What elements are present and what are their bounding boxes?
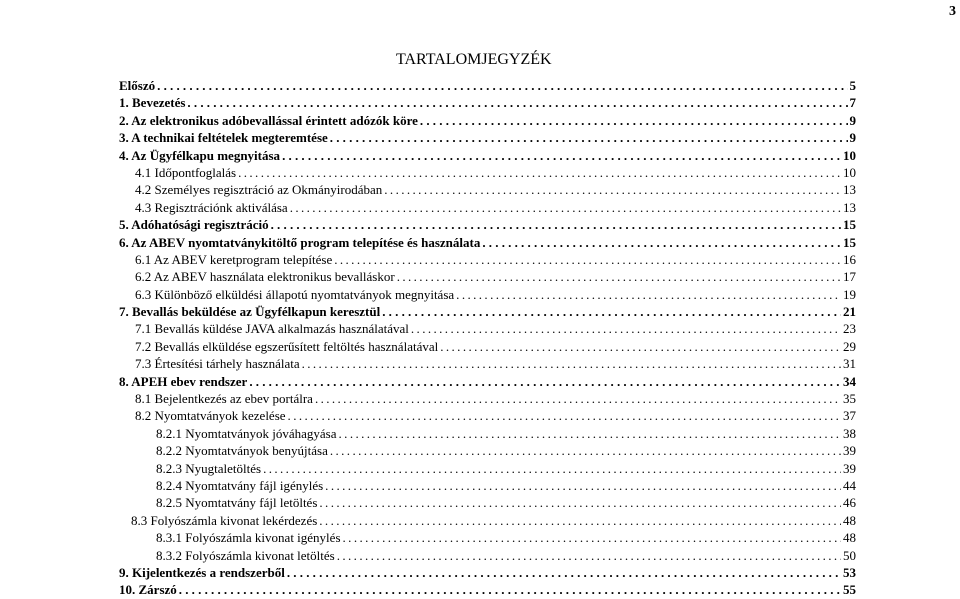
dot-leader (290, 199, 841, 216)
dot-leader (325, 477, 841, 494)
toc-entry-title: 7.3 Értesítési tárhely használata (135, 356, 300, 372)
toc-entry[interactable] (119, 460, 856, 477)
toc-entry-page: 39 (843, 443, 856, 459)
toc-entry-page: 9 (849, 112, 856, 128)
toc-entry-title: 7. Bevallás beküldése az Ügyfélkapun keresztül (119, 304, 381, 320)
toc-entry[interactable] (119, 129, 856, 146)
toc-entry-page: 29 (843, 338, 856, 354)
dot-leader (249, 373, 841, 390)
toc-entry-page: 46 (843, 495, 856, 511)
dot-leader (482, 234, 841, 251)
dot-leader (334, 251, 841, 268)
toc-entry-page: 15 (843, 234, 856, 250)
toc-entry-page: 38 (843, 425, 856, 441)
toc-entry[interactable] (119, 286, 856, 303)
toc-entry-title: 8.2.3 Nyugtaletöltés (156, 460, 262, 476)
toc-entry-title: 5. Adóhatósági regisztráció (119, 217, 269, 233)
toc-entry-page: 35 (843, 391, 856, 407)
toc-entry-title: 3. A technikai feltételek megteremtése (119, 130, 328, 146)
toc-entry[interactable] (119, 512, 856, 529)
dot-leader (271, 216, 841, 233)
dot-leader (337, 547, 841, 564)
toc-entry[interactable] (119, 112, 856, 129)
toc-entry-page: 50 (843, 547, 856, 563)
toc-entry[interactable] (119, 442, 856, 459)
toc-entry-page: 13 (843, 199, 856, 215)
toc-entry-title: 8.2.2 Nyomtatványok benyújtása (156, 443, 328, 459)
toc-entry-page: 15 (843, 217, 856, 233)
toc-entry-page: 21 (843, 304, 856, 320)
toc-entry-page: 16 (843, 251, 856, 267)
toc-entry[interactable] (119, 407, 856, 424)
toc-entry-title: 6. Az ABEV nyomtatványkitöltő program telepítése és használata (119, 234, 481, 250)
toc-entry[interactable] (119, 494, 856, 511)
toc-entry-title: 6.2 Az ABEV használata elektronikus bevalláskor (135, 269, 395, 285)
dot-leader (315, 390, 841, 407)
toc-entry-page: 19 (843, 286, 856, 302)
toc-entry[interactable] (119, 77, 856, 94)
toc-entry[interactable] (119, 338, 856, 355)
toc-entry-page: 34 (843, 373, 856, 389)
toc-entry-page: 17 (843, 269, 856, 285)
toc-entry-page: 10 (843, 164, 856, 180)
dot-leader (179, 581, 841, 598)
toc-entry-page: 53 (843, 564, 856, 580)
dot-leader (382, 303, 841, 320)
toc-entry-title: 8.3 Folyószámla kivonat lekérdezés (131, 512, 318, 528)
toc-entry[interactable] (119, 529, 856, 546)
dot-leader (456, 286, 841, 303)
table-of-contents (119, 77, 856, 599)
toc-entry[interactable] (119, 320, 856, 337)
toc-entry-page: 5 (849, 78, 856, 93)
toc-entry-title: 4.3 Regisztrációnk aktiválása (135, 199, 288, 215)
dot-leader (343, 529, 841, 546)
toc-entry-page: 23 (843, 321, 856, 337)
toc-entry[interactable] (119, 373, 856, 390)
toc-entry-title: 4. Az Ügyfélkapu megnyitása (119, 147, 281, 163)
toc-entry-title: 8.2.5 Nyomtatvány fájl letöltés (156, 495, 318, 511)
toc-entry[interactable] (119, 181, 856, 198)
toc-entry-title: 9. Kijelentkezés a rendszerből (119, 564, 285, 580)
toc-entry[interactable] (119, 581, 856, 598)
toc-entry-title: 8.3.1 Folyószámla kivonat igénylés (156, 530, 341, 546)
toc-entry-title: 7.1 Bevallás küldése JAVA alkalmazás használatával (135, 321, 409, 337)
toc-entry-title: 8.2 Nyomtatványok kezelése (135, 408, 286, 424)
toc-entry-page: 55 (843, 582, 856, 598)
dot-leader (187, 94, 847, 111)
toc-entry-title: 10. Zárszó (119, 582, 177, 598)
toc-entry[interactable] (119, 268, 856, 285)
toc-entry-title: 6.3 Különböző elküldési állapotú nyomtatványok megnyitása (135, 286, 455, 302)
dot-leader (420, 112, 848, 129)
toc-entry-page: 39 (843, 460, 856, 476)
dot-leader (330, 442, 841, 459)
dot-leader (302, 355, 841, 372)
dot-leader (339, 425, 841, 442)
toc-entry[interactable] (119, 164, 856, 181)
toc-entry-title: 6.1 Az ABEV keretprogram telepítése (135, 251, 333, 267)
dot-leader (282, 147, 841, 164)
toc-entry[interactable] (119, 251, 856, 268)
dot-leader (330, 129, 848, 146)
toc-entry-title: 2. Az elektronikus adóbevallással érintett adózók köre (119, 112, 418, 128)
toc-entry[interactable] (119, 564, 856, 581)
toc-entry[interactable] (119, 390, 856, 407)
toc-entry[interactable] (119, 477, 856, 494)
toc-entry[interactable] (119, 216, 856, 233)
toc-entry-page: 37 (843, 408, 856, 424)
dot-leader (440, 338, 841, 355)
dot-leader (384, 181, 841, 198)
toc-entry-title: 4.1 Időpontfoglalás (135, 164, 237, 180)
dot-leader (263, 460, 841, 477)
toc-entry-page: 7 (849, 95, 856, 111)
toc-entry-title: 1. Bevezetés (119, 95, 186, 111)
toc-entry-page: 10 (843, 147, 856, 163)
toc-entry-page: 44 (843, 477, 856, 493)
dot-leader (319, 494, 841, 511)
toc-entry[interactable] (119, 425, 856, 442)
toc-entry[interactable] (119, 234, 856, 251)
dot-leader (319, 512, 841, 529)
dot-leader (397, 268, 841, 285)
toc-entry[interactable] (119, 147, 856, 164)
page-number: 3 (949, 4, 956, 19)
toc-entry[interactable] (119, 199, 856, 216)
dot-leader (287, 564, 841, 581)
toc-entry[interactable] (119, 303, 856, 320)
toc-entry[interactable] (119, 94, 856, 111)
toc-entry-title: 7.2 Bevallás elküldése egszerűsített feltöltés használatával (135, 338, 439, 354)
toc-entry-title: Előszó (119, 78, 156, 93)
toc-title: TARTALOMJEGYZÉK (396, 51, 552, 68)
toc-entry-title: 8.2.4 Nyomtatvány fájl igénylés (156, 477, 324, 493)
toc-entry-title: 8.2.1 Nyomtatványok jóváhagyása (156, 425, 337, 441)
toc-entry-page: 13 (843, 182, 856, 198)
toc-entry-title: 8.1 Bejelentkezés az ebev portálra (135, 391, 313, 407)
toc-entry-page: 31 (843, 356, 856, 372)
dot-leader (157, 77, 847, 94)
toc-entry[interactable] (119, 547, 856, 564)
toc-entry-title: 4.2 Személyes regisztráció az Okmányirodában (135, 182, 383, 198)
toc-entry-page: 48 (843, 512, 856, 528)
toc-entry-page: 48 (843, 530, 856, 546)
toc-entry[interactable] (119, 355, 856, 372)
toc-entry-title: 8.3.2 Folyószámla kivonat letöltés (156, 547, 335, 563)
dot-leader (238, 164, 841, 181)
dot-leader (288, 407, 841, 424)
toc-entry-page: 9 (849, 130, 856, 146)
toc-entry-title: 8. APEH ebev rendszer (119, 373, 248, 389)
dot-leader (411, 320, 841, 337)
